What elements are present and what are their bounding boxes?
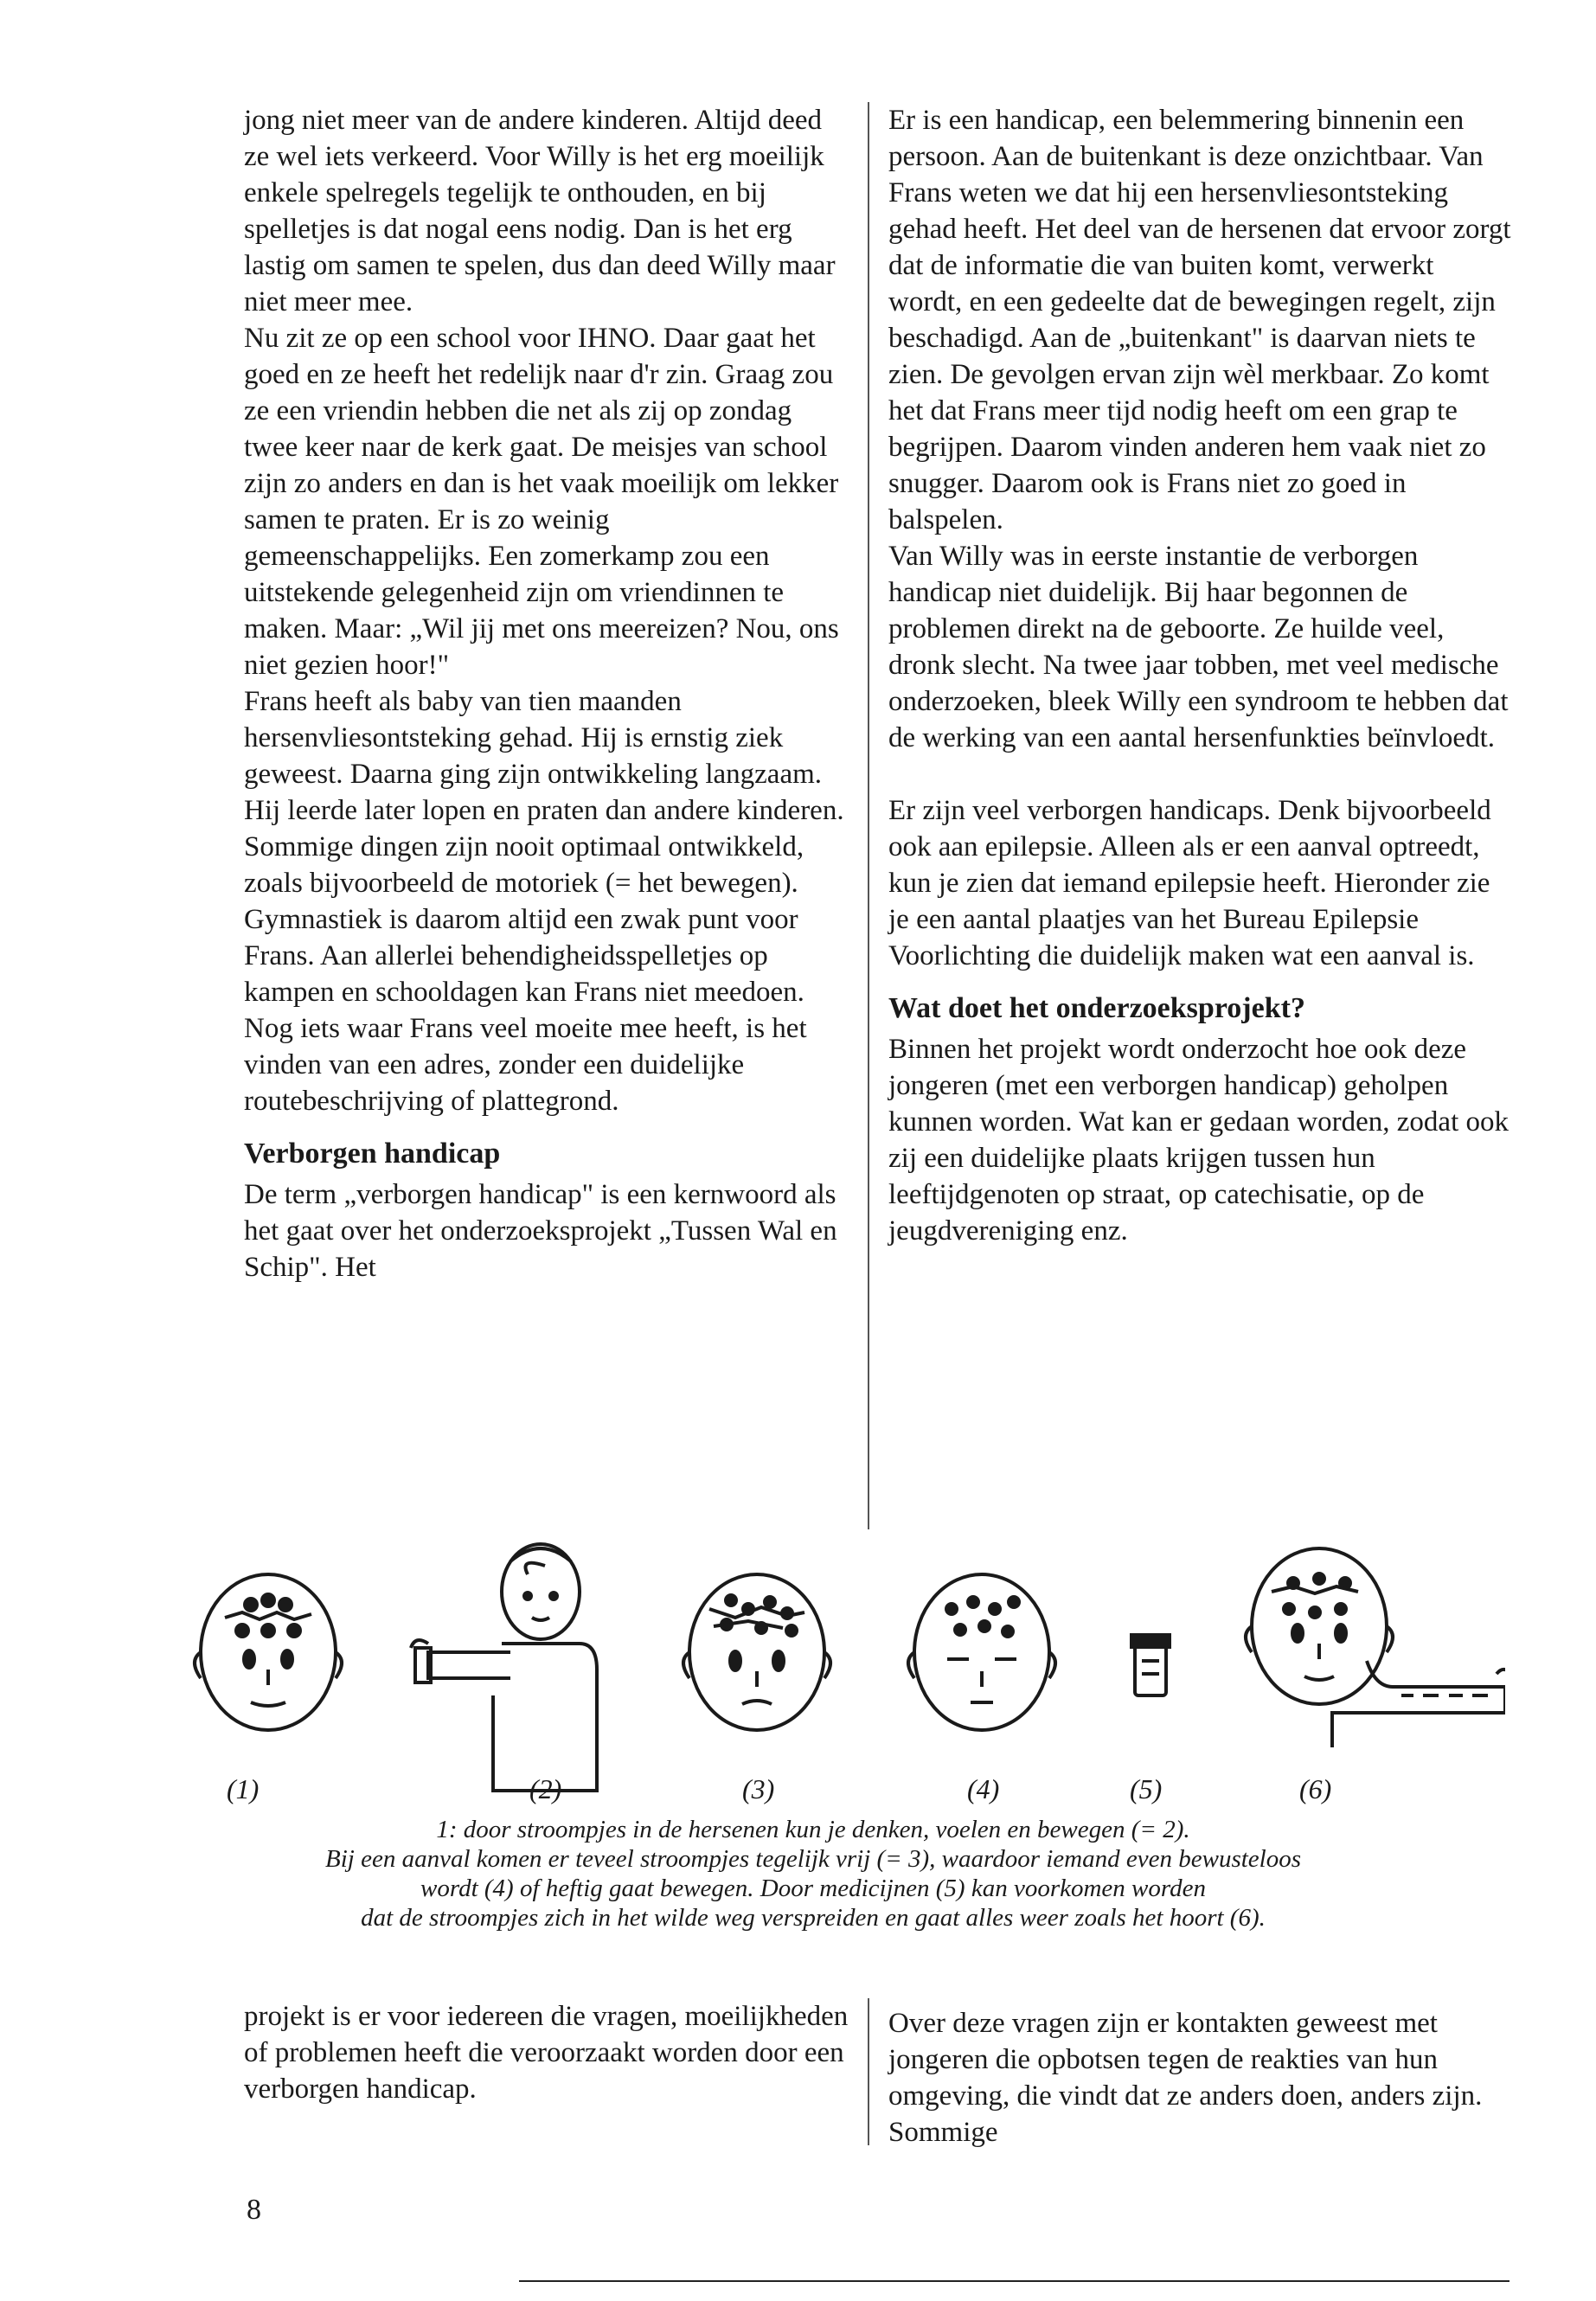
figure-caption <box>208 1815 1419 1932</box>
right-paragraph-3: Er zijn veel verborgen handicaps. Denk bijvoorbeeld ook aan epilepsie. Alleen als er een aanval optreedt, kun je zien dat iemand epilepsie heeft. Hieronder zie je een aantal plaatjes van het Bureau Epilepsie Voorlichting die duidelijk maken wat een aanval is. <box>888 795 1491 971</box>
right-paragraph-after-heading: Binnen het projekt wordt onderzocht hoe ook deze jongeren (met een verborgen handicap) geholpen kunnen worden. Wat kan er gedaan worden, zodat ook zij een duidelijke plaats krijgen tussen hun leeftijdgenoten op straat, op catechisatie, op de jeugdvereniging enz. <box>888 1034 1509 1247</box>
figure-label-5: (5) <box>1130 1773 1163 1804</box>
right-paragraph-1: Er is een handicap, een belemmering binnenin een persoon. Aan de buitenkant is deze onzichtbaar. Van Frans weten we dat hij een hersenvliesontsteking gehad heeft. Het deel van de hersenen dat ervoor zorgt dat de informatie die van buiten komt, verwerkt wordt, en een gedeelte dat de bewegingen regelt, zijn beschadigd. Aan de „buitenkant" is daarvan niets te zien. De gevolgen ervan zijn wèl merkbaar. Zo komt het dat Frans meer tijd nodig heeft om een grap te begrijpen. Daarom vinden anderen hem vaak niet zo snugger. Daarom ook is Frans niet zo goed in balspelen. <box>888 105 1511 535</box>
head-3-icon <box>683 1574 830 1730</box>
left-paragraph-after-heading: De term „verborgen handicap" is een kernwoord als het gaat over het onderzoeksprojekt „Tussen Wal en Schip". Het <box>244 1179 837 1283</box>
caption-line-4: dat de stroompjes zich in het wilde weg verspreiden en gaat alles weer zoals het hoort (6). <box>361 1904 1266 1932</box>
bottom-column-divider <box>868 1998 869 2145</box>
bottom-right-paragraph: Over deze vragen zijn er kontakten geweest met jongeren die opbotsen tegen de reakties van hun omgeving, die vindt dat ze anders doen, anders zijn. Sommige <box>888 2008 1483 2148</box>
page-number: 8 <box>247 2194 261 2226</box>
bottom-right-column <box>888 2005 1511 2150</box>
heading-verborgen-handicap: Verborgen handicap <box>244 1138 501 1170</box>
right-paragraph-2: Van Willy was in eerste instantie de verborgen handicap niet duidelijk. Bij haar begonnen de problemen direkt na de geboorte. Ze huilde veel, dronk slecht. Na twee jaar tobben, met veel medische onderzoeken, bleek Willy een syndroom te hebben dat de werking van een aantal hersenfunkties beïnvloedt. <box>888 541 1509 753</box>
medicine-bottle-icon <box>1131 1635 1170 1695</box>
figure-label-1: (1) <box>227 1773 260 1804</box>
figure-label-6: (6) <box>1299 1773 1332 1804</box>
head-1-icon <box>195 1574 342 1730</box>
left-paragraph-2: Nu zit ze op een school voor IHNO. Daar gaat het goed en ze heeft het redelijk naar d'r zin. Graag zou ze een vriendin hebben die net als zij op zondag twee keer naar de kerk gaat. De meisjes van school zijn zo anders en dan is het vaak moeilijk om lekker samen te praten. Er is zo weinig gemeenschappelijks. Een zomerkamp zou een uitstekende gelegenheid zijn om vriendinnen te maken. Maar: „Wil jij met ons meereizen? Nou, ons niet gezien hoor!" <box>244 323 839 681</box>
heading-onderzoeksprojekt: Wat doet het onderzoeksprojekt? <box>888 992 1305 1024</box>
left-column <box>244 102 849 1285</box>
bottom-rule <box>519 2280 1509 2282</box>
right-column <box>888 102 1511 1249</box>
person-pointing-icon <box>411 1544 597 1791</box>
column-divider <box>868 102 869 1529</box>
caption-line-2: Bij een aanval komen er teveel stroompjes tegelijk vrij (= 3), waardoor iemand even bewusteloos <box>325 1845 1301 1873</box>
caption-line-1: 1: door stroompjes in de hersenen kun je denken, voelen en bewegen (= 2). <box>436 1816 1190 1843</box>
figure-label-4: (4) <box>967 1773 1000 1804</box>
bottom-left-column <box>244 1998 849 2107</box>
bottom-left-paragraph: projekt is er voor iedereen die vragen, moeilijkheden of problemen heeft die veroorzaakt worden door een verborgen handicap. <box>244 2001 849 2105</box>
head-4-icon <box>908 1574 1055 1730</box>
caption-line-3: wordt (4) of heftig gaat bewegen. Door medicijnen (5) kan voorkomen worden <box>420 1875 1206 1902</box>
left-paragraph-3: Frans heeft als baby van tien maanden hersenvliesontsteking gehad. Hij is ernstig ziek geweest. Daarna ging zijn ontwikkeling langzaam. Hij leerde later lopen en praten dan andere kinderen. Sommige dingen zijn nooit optimaal ontwikkeld, zoals bijvoorbeeld de motoriek (= het bewegen). Gymnastiek is daarom altijd een zwak punt voor Frans. Aan allerlei behendigheidsspelletjes op kampen en schooldagen kan Frans niet meedoen. <box>244 686 844 1008</box>
epilepsy-illustration <box>190 1522 1505 1799</box>
left-paragraph-4: Nog iets waar Frans veel moeite mee heeft, is het vinden van een adres, zonder een duidelijke routebeschrijving of plattegrond. <box>244 1013 807 1117</box>
figure-label-3: (3) <box>742 1773 775 1804</box>
head-6-icon <box>1246 1548 1505 1747</box>
left-paragraph-1: jong niet meer van de andere kinderen. Altijd deed ze wel iets verkeerd. Voor Willy is het erg moeilijk enkele spelregels tegelijk te onthouden, en bij spelletjes is dat nogal eens nodig. Dan is het erg lastig om samen te spelen, dus dan deed Willy maar niet meer mee. <box>244 105 836 317</box>
figure-label-2: (2) <box>529 1773 562 1804</box>
